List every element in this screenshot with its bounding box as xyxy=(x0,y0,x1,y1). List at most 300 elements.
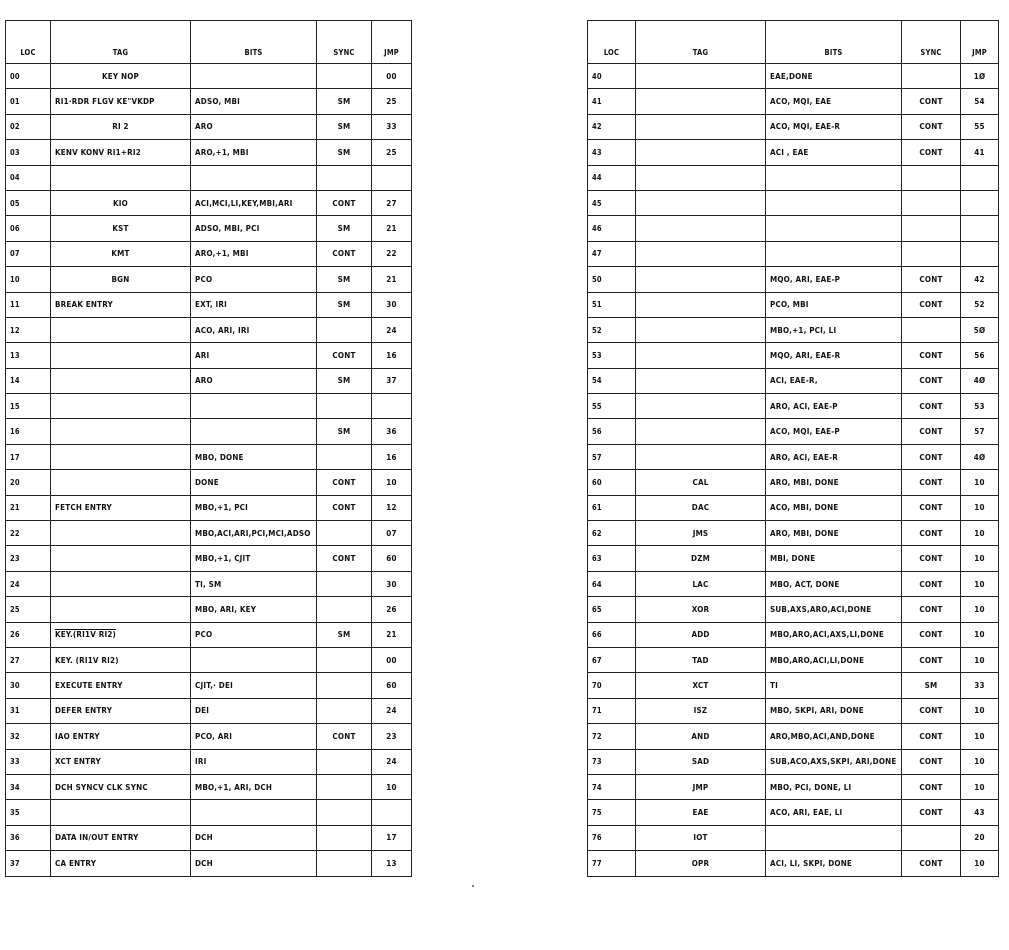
sync-cell: SM xyxy=(317,216,372,241)
table-row xyxy=(6,647,412,672)
tag-cell: EXECUTE ENTRY xyxy=(51,673,191,698)
tag-cell: IAO ENTRY xyxy=(51,724,191,749)
header-bits: BITS xyxy=(191,21,317,64)
table-row xyxy=(6,292,412,317)
loc-cell: 02 xyxy=(6,114,51,139)
tag-cell xyxy=(51,343,191,368)
loc-cell: 75 xyxy=(588,800,636,825)
jmp-cell: 10 xyxy=(961,851,999,876)
tag-cell: ISZ xyxy=(636,698,766,723)
tag-cell xyxy=(636,317,766,342)
sync-cell: CONT xyxy=(317,495,372,520)
header-sync: SYNC xyxy=(317,21,372,64)
table-row xyxy=(588,698,999,723)
table-row xyxy=(6,444,412,469)
bits-cell: ARO,+1, MBI xyxy=(191,241,317,266)
sync-cell xyxy=(902,190,961,215)
table-row xyxy=(588,774,999,799)
loc-cell: 77 xyxy=(588,851,636,876)
sync-cell xyxy=(317,165,372,190)
bits-cell: PCO, MBI xyxy=(766,292,902,317)
sync-cell: CONT xyxy=(902,521,961,546)
loc-cell: 34 xyxy=(6,774,51,799)
bits-cell xyxy=(191,800,317,825)
table-row xyxy=(6,597,412,622)
sync-cell: CONT xyxy=(902,571,961,596)
tag-cell xyxy=(636,89,766,114)
loc-cell: 45 xyxy=(588,190,636,215)
table-row xyxy=(6,546,412,571)
jmp-cell: 10 xyxy=(961,546,999,571)
jmp-cell: 17 xyxy=(372,825,412,850)
loc-cell: 33 xyxy=(6,749,51,774)
table-row xyxy=(588,724,999,749)
table-row xyxy=(6,774,412,799)
jmp-cell: 10 xyxy=(961,647,999,672)
loc-cell: 36 xyxy=(6,825,51,850)
tag-cell: DAC xyxy=(636,495,766,520)
loc-cell: 32 xyxy=(6,724,51,749)
bits-cell: ADSO, MBI xyxy=(191,89,317,114)
jmp-cell: 10 xyxy=(961,521,999,546)
loc-cell: 61 xyxy=(588,495,636,520)
jmp-cell: 16 xyxy=(372,343,412,368)
loc-cell: 43 xyxy=(588,140,636,165)
loc-cell: 64 xyxy=(588,571,636,596)
tag-cell xyxy=(51,317,191,342)
bits-cell: ACO, MQI, EAE-R xyxy=(766,114,902,139)
header-tag: TAG xyxy=(636,21,766,64)
loc-cell: 10 xyxy=(6,267,51,292)
table-row xyxy=(588,368,999,393)
loc-cell: 06 xyxy=(6,216,51,241)
table-row xyxy=(588,749,999,774)
bits-cell: MQO, ARI, EAE-P xyxy=(766,267,902,292)
tag-cell xyxy=(636,444,766,469)
table-row xyxy=(6,825,412,850)
tag-cell xyxy=(636,216,766,241)
loc-cell: 01 xyxy=(6,89,51,114)
tag-cell xyxy=(51,470,191,495)
bits-cell: DEI xyxy=(191,698,317,723)
sync-cell xyxy=(317,647,372,672)
tag-cell: XOR xyxy=(636,597,766,622)
sync-cell: CONT xyxy=(902,368,961,393)
loc-cell: 35 xyxy=(6,800,51,825)
bits-cell: MBO, SKPI, ARI, DONE xyxy=(766,698,902,723)
sync-cell: CONT xyxy=(317,241,372,266)
jmp-cell: 25 xyxy=(372,89,412,114)
jmp-cell: 10 xyxy=(961,597,999,622)
tag-cell: CAL xyxy=(636,470,766,495)
sync-cell: SM xyxy=(317,89,372,114)
tag-cell: FETCH ENTRY xyxy=(51,495,191,520)
tag-cell: BREAK ENTRY xyxy=(51,292,191,317)
bits-cell xyxy=(191,647,317,672)
sync-cell: SM xyxy=(317,368,372,393)
table-row xyxy=(6,698,412,723)
tag-cell: JMP xyxy=(636,774,766,799)
loc-cell: 04 xyxy=(6,165,51,190)
microcode-table-right xyxy=(587,20,999,877)
table-row xyxy=(6,241,412,266)
bits-cell: SUB,AXS,ARO,ACI,DONE xyxy=(766,597,902,622)
loc-cell: 63 xyxy=(588,546,636,571)
bits-cell: PCO, ARI xyxy=(191,724,317,749)
sync-cell xyxy=(902,64,961,89)
loc-cell: 66 xyxy=(588,622,636,647)
loc-cell: 71 xyxy=(588,698,636,723)
jmp-cell: 36 xyxy=(372,419,412,444)
bits-cell: ARO,MBO,ACI,AND,DONE xyxy=(766,724,902,749)
bits-cell: PCO xyxy=(191,622,317,647)
table-row xyxy=(588,241,999,266)
bits-cell: ARO, ACI, EAE-P xyxy=(766,394,902,419)
jmp-cell: 24 xyxy=(372,317,412,342)
bits-cell: EXT, IRI xyxy=(191,292,317,317)
jmp-cell: 10 xyxy=(961,571,999,596)
header-jmp: JMP xyxy=(961,21,999,64)
jmp-cell: 24 xyxy=(372,698,412,723)
bits-cell: MBO,+1, PCI xyxy=(191,495,317,520)
loc-cell: 30 xyxy=(6,673,51,698)
loc-cell: 24 xyxy=(6,571,51,596)
loc-cell: 21 xyxy=(6,495,51,520)
table-row xyxy=(6,190,412,215)
bits-cell: CJIT,· DEI xyxy=(191,673,317,698)
table-row xyxy=(588,394,999,419)
table-row xyxy=(6,673,412,698)
sync-cell: SM xyxy=(317,114,372,139)
sync-cell: CONT xyxy=(902,749,961,774)
sync-cell: CONT xyxy=(902,89,961,114)
table-row xyxy=(6,851,412,876)
sync-cell xyxy=(902,825,961,850)
tag-cell xyxy=(636,368,766,393)
table-row xyxy=(588,825,999,850)
bits-cell: IRI xyxy=(191,749,317,774)
jmp-cell xyxy=(372,800,412,825)
tag-cell: KMT xyxy=(51,241,191,266)
tag-cell xyxy=(636,64,766,89)
jmp-cell: 24 xyxy=(372,749,412,774)
sync-cell: CONT xyxy=(902,394,961,419)
table-row xyxy=(6,470,412,495)
loc-cell: 50 xyxy=(588,267,636,292)
sync-cell xyxy=(317,774,372,799)
table-row xyxy=(6,724,412,749)
bits-cell xyxy=(766,216,902,241)
tag-cell xyxy=(636,165,766,190)
sync-cell: CONT xyxy=(902,851,961,876)
loc-cell: 25 xyxy=(6,597,51,622)
loc-cell: 74 xyxy=(588,774,636,799)
sync-cell: CONT xyxy=(902,800,961,825)
table-row xyxy=(588,343,999,368)
table-row xyxy=(588,190,999,215)
table-row xyxy=(6,89,412,114)
jmp-cell: 22 xyxy=(372,241,412,266)
bits-cell: ARO, ACI, EAE-R xyxy=(766,444,902,469)
bits-cell: MBO, PCI, DONE, LI xyxy=(766,774,902,799)
tag-cell: AND xyxy=(636,724,766,749)
tag-cell xyxy=(636,267,766,292)
sync-cell: CONT xyxy=(902,622,961,647)
bits-cell xyxy=(766,165,902,190)
sync-cell: CONT xyxy=(902,546,961,571)
sync-cell xyxy=(317,800,372,825)
bits-cell: ACO, MBI, DONE xyxy=(766,495,902,520)
header-loc: LOC xyxy=(588,21,636,64)
tag-cell xyxy=(51,571,191,596)
header-jmp: JMP xyxy=(372,21,412,64)
loc-cell: 15 xyxy=(6,394,51,419)
bits-cell: ARO xyxy=(191,114,317,139)
sync-cell xyxy=(317,825,372,850)
sync-cell: CONT xyxy=(317,470,372,495)
sync-cell: CONT xyxy=(902,267,961,292)
jmp-cell: 21 xyxy=(372,267,412,292)
table-row xyxy=(588,571,999,596)
scan-speck xyxy=(472,885,474,887)
jmp-cell xyxy=(961,165,999,190)
header-row xyxy=(588,21,999,64)
loc-cell: 52 xyxy=(588,317,636,342)
tag-cell xyxy=(636,190,766,215)
sync-cell: CONT xyxy=(902,114,961,139)
jmp-cell: 20 xyxy=(961,825,999,850)
jmp-cell: 25 xyxy=(372,140,412,165)
sync-cell: CONT xyxy=(902,495,961,520)
table-row xyxy=(588,292,999,317)
loc-cell: 54 xyxy=(588,368,636,393)
table-row xyxy=(588,800,999,825)
loc-cell: 53 xyxy=(588,343,636,368)
sync-cell xyxy=(902,165,961,190)
table-row xyxy=(588,317,999,342)
tag-cell xyxy=(51,800,191,825)
sync-cell xyxy=(317,394,372,419)
bits-cell: ARO xyxy=(191,368,317,393)
loc-cell: 55 xyxy=(588,394,636,419)
tag-cell xyxy=(51,521,191,546)
loc-cell: 65 xyxy=(588,597,636,622)
tag-cell xyxy=(51,546,191,571)
bits-cell: MBI, DONE xyxy=(766,546,902,571)
tag-cell: RI 2 xyxy=(51,114,191,139)
jmp-cell: 23 xyxy=(372,724,412,749)
table-row xyxy=(588,165,999,190)
jmp-cell xyxy=(372,394,412,419)
tag-cell: RI1·RDR FLGV KE"VKDP xyxy=(51,89,191,114)
table-row xyxy=(588,267,999,292)
loc-cell: 37 xyxy=(6,851,51,876)
tag-cell xyxy=(636,292,766,317)
table-row xyxy=(6,521,412,546)
header-sync: SYNC xyxy=(902,21,961,64)
tag-cell: KIO xyxy=(51,190,191,215)
table-row xyxy=(6,317,412,342)
jmp-cell xyxy=(961,241,999,266)
tag-cell: DATA IN/OUT ENTRY xyxy=(51,825,191,850)
jmp-cell: 60 xyxy=(372,673,412,698)
jmp-cell: 30 xyxy=(372,292,412,317)
loc-cell: 00 xyxy=(6,64,51,89)
table-row xyxy=(6,267,412,292)
loc-cell: 07 xyxy=(6,241,51,266)
sync-cell xyxy=(317,749,372,774)
jmp-cell: 52 xyxy=(961,292,999,317)
loc-cell: 14 xyxy=(6,368,51,393)
loc-cell: 31 xyxy=(6,698,51,723)
sync-cell: CONT xyxy=(902,419,961,444)
jmp-cell: 21 xyxy=(372,622,412,647)
header-bits: BITS xyxy=(766,21,902,64)
jmp-cell: 5Ø xyxy=(961,317,999,342)
tag-cell xyxy=(636,241,766,266)
tag-cell xyxy=(51,368,191,393)
table-row xyxy=(588,470,999,495)
jmp-cell: 16 xyxy=(372,444,412,469)
jmp-cell: 33 xyxy=(372,114,412,139)
table-row xyxy=(6,800,412,825)
table-row xyxy=(588,546,999,571)
loc-cell: 23 xyxy=(6,546,51,571)
bits-cell: ACO, MQI, EAE-P xyxy=(766,419,902,444)
loc-cell: 22 xyxy=(6,521,51,546)
table-row xyxy=(6,419,412,444)
tag-cell xyxy=(51,419,191,444)
bits-cell: MBO, ACT, DONE xyxy=(766,571,902,596)
table-row xyxy=(6,140,412,165)
bits-cell xyxy=(191,419,317,444)
bits-cell: MBO,+1, CJIT xyxy=(191,546,317,571)
bits-cell: MBO,ACI,ARI,PCI,MCI,ADSO xyxy=(191,521,317,546)
bits-cell: ADSO, MBI, PCI xyxy=(191,216,317,241)
sync-cell: SM xyxy=(317,292,372,317)
jmp-cell: 21 xyxy=(372,216,412,241)
tag-cell xyxy=(636,140,766,165)
tag-cell: BGN xyxy=(51,267,191,292)
sync-cell xyxy=(902,317,961,342)
jmp-cell: 37 xyxy=(372,368,412,393)
table-row xyxy=(6,216,412,241)
sync-cell: CONT xyxy=(902,774,961,799)
tag-cell: EAE xyxy=(636,800,766,825)
jmp-cell: 10 xyxy=(961,622,999,647)
loc-cell: 72 xyxy=(588,724,636,749)
bits-cell: ACI,MCI,LI,KEY,MBI,ARI xyxy=(191,190,317,215)
bits-cell: MBO, ARI, KEY xyxy=(191,597,317,622)
jmp-cell: 12 xyxy=(372,495,412,520)
tag-cell xyxy=(636,114,766,139)
bits-cell: ACO, MQI, EAE xyxy=(766,89,902,114)
sync-cell: SM xyxy=(317,419,372,444)
sync-cell: CONT xyxy=(902,140,961,165)
jmp-cell: 07 xyxy=(372,521,412,546)
loc-cell: 73 xyxy=(588,749,636,774)
sync-cell xyxy=(317,521,372,546)
jmp-cell: 57 xyxy=(961,419,999,444)
loc-cell: 46 xyxy=(588,216,636,241)
sync-cell xyxy=(317,597,372,622)
table-row xyxy=(6,394,412,419)
loc-cell: 16 xyxy=(6,419,51,444)
bits-cell xyxy=(766,825,902,850)
jmp-cell: 00 xyxy=(372,647,412,672)
bits-cell xyxy=(766,241,902,266)
sync-cell xyxy=(317,698,372,723)
bits-cell: ACO, ARI, EAE, LI xyxy=(766,800,902,825)
jmp-cell xyxy=(961,216,999,241)
bits-cell: MBO,+1, PCI, LI xyxy=(766,317,902,342)
sync-cell xyxy=(317,571,372,596)
sync-cell: SM xyxy=(317,267,372,292)
tag-cell xyxy=(636,394,766,419)
table-row xyxy=(588,647,999,672)
table-row xyxy=(588,444,999,469)
table-row xyxy=(6,622,412,647)
table-row xyxy=(6,571,412,596)
jmp-cell: 54 xyxy=(961,89,999,114)
header-loc: LOC xyxy=(6,21,51,64)
tag-cell: CA ENTRY xyxy=(51,851,191,876)
jmp-cell: 4Ø xyxy=(961,444,999,469)
table-row xyxy=(588,521,999,546)
tag-cell: ADD xyxy=(636,622,766,647)
tag-cell xyxy=(51,165,191,190)
jmp-cell: 10 xyxy=(961,698,999,723)
bits-cell: DCH xyxy=(191,825,317,850)
sync-cell: CONT xyxy=(902,724,961,749)
sync-cell xyxy=(902,241,961,266)
tag-cell xyxy=(636,419,766,444)
tag-cell: DZM xyxy=(636,546,766,571)
loc-cell: 47 xyxy=(588,241,636,266)
table-row xyxy=(588,216,999,241)
jmp-cell: 42 xyxy=(961,267,999,292)
bits-cell: DCH xyxy=(191,851,317,876)
sync-cell xyxy=(317,851,372,876)
sync-cell: CONT xyxy=(902,444,961,469)
tag-cell: XCT xyxy=(636,673,766,698)
bits-cell: MBO,ARO,ACI,LI,DONE xyxy=(766,647,902,672)
bits-cell: ARO, MBI, DONE xyxy=(766,470,902,495)
loc-cell: 70 xyxy=(588,673,636,698)
tag-cell: KEY.(RI1V RI2) xyxy=(51,622,191,647)
sync-cell xyxy=(317,64,372,89)
jmp-cell: 33 xyxy=(961,673,999,698)
loc-cell: 41 xyxy=(588,89,636,114)
tag-cell xyxy=(51,444,191,469)
loc-cell: 05 xyxy=(6,190,51,215)
header-tag: TAG xyxy=(51,21,191,64)
bits-cell: ACI, LI, SKPI, DONE xyxy=(766,851,902,876)
bits-cell xyxy=(191,165,317,190)
loc-cell: 57 xyxy=(588,444,636,469)
bits-cell: SUB,ACO,AXS,SKPI, ARI,DONE xyxy=(766,749,902,774)
bits-cell: TI xyxy=(766,673,902,698)
jmp-cell xyxy=(372,165,412,190)
table-row xyxy=(588,851,999,876)
bits-cell: TI, SM xyxy=(191,571,317,596)
bits-cell: MBO, DONE xyxy=(191,444,317,469)
tag-cell: IOT xyxy=(636,825,766,850)
jmp-cell: 00 xyxy=(372,64,412,89)
table-row xyxy=(588,419,999,444)
jmp-cell: 10 xyxy=(961,774,999,799)
bits-cell: ARO, MBI, DONE xyxy=(766,521,902,546)
